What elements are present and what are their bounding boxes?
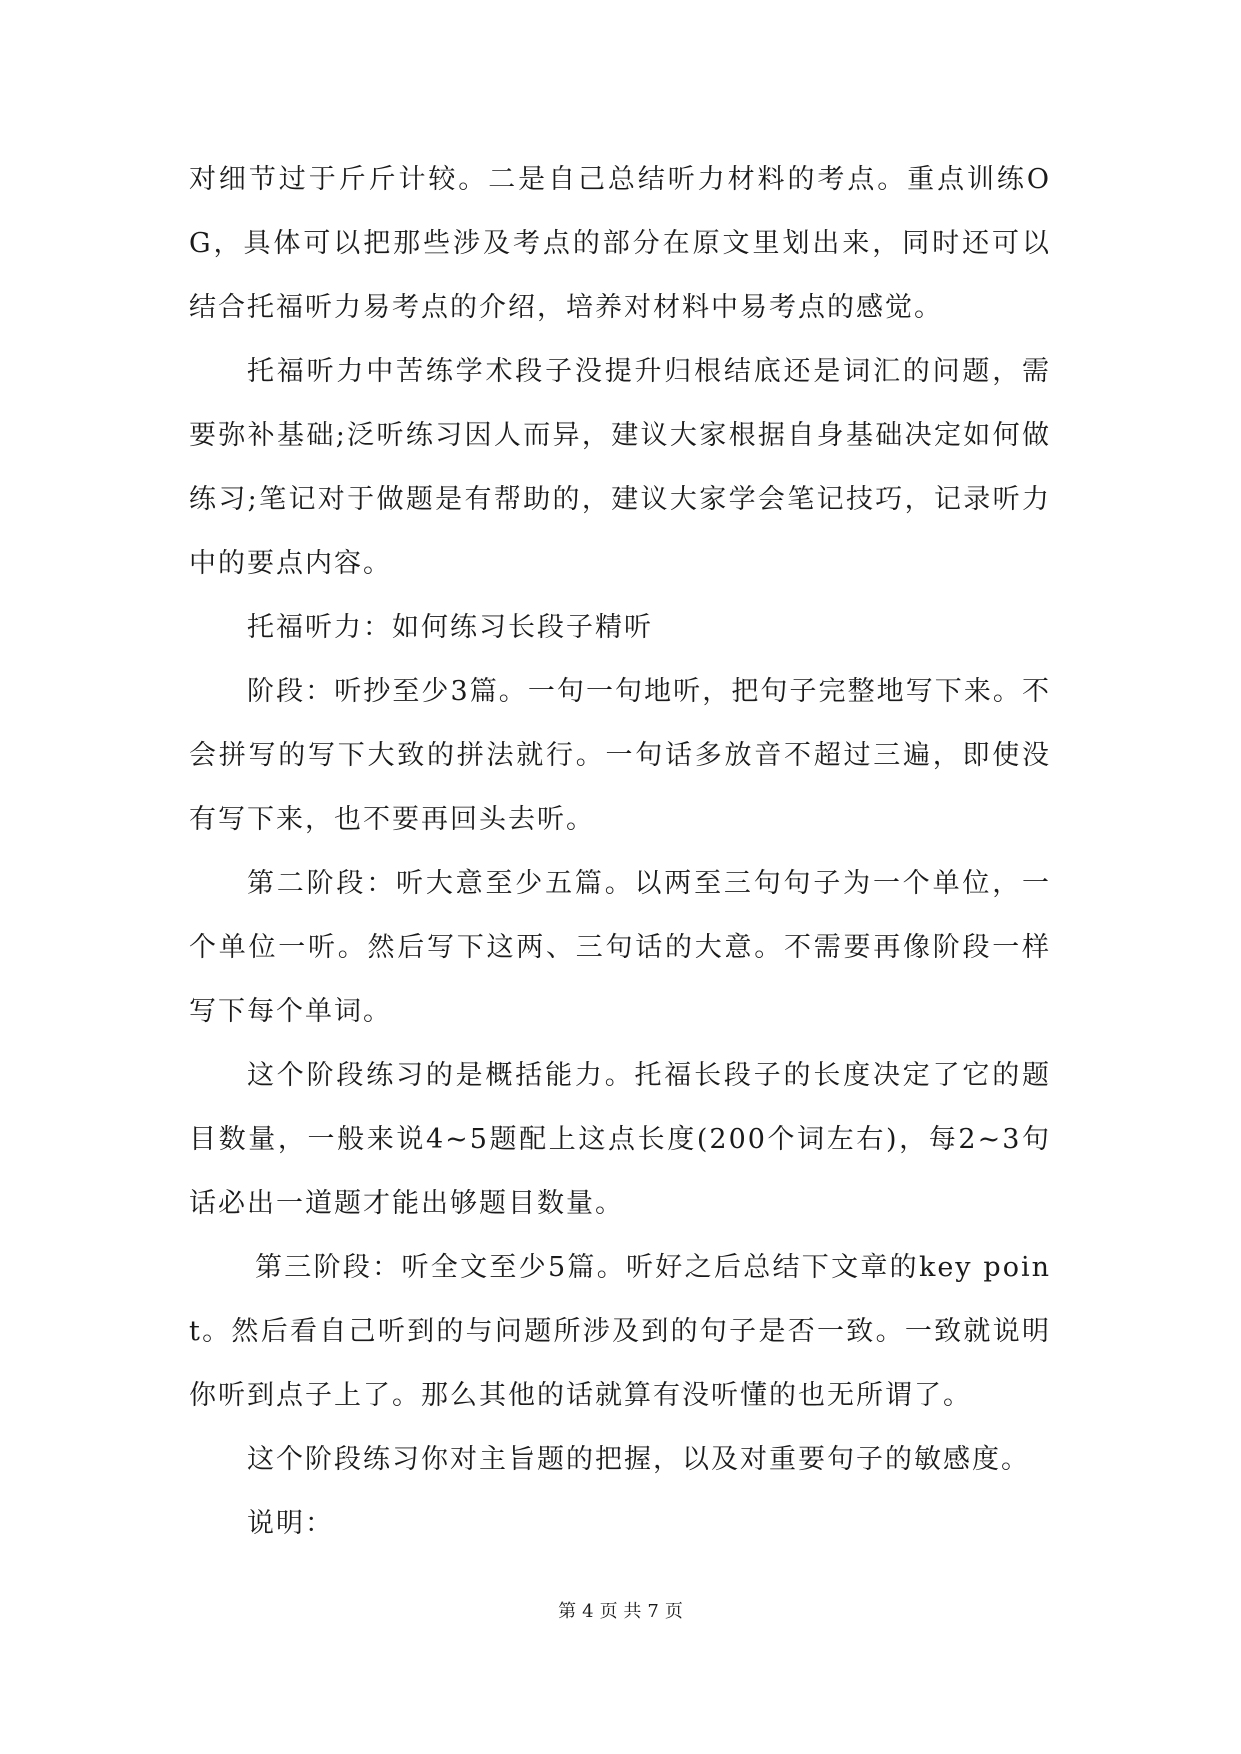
footer-prefix: 第 (558, 1601, 577, 1622)
page-footer (0, 1600, 1241, 1624)
footer-total-pages: 7 (647, 1601, 659, 1622)
paragraph-summary-ability: 这个阶段练习的是概括能力。托福长段子的长度决定了它的题目数量，一般来说4~5题配上这点长度(200个词左右)，每2~3句话必出一道题才能出够题目数量。 (189, 1060, 1051, 1219)
footer-suffix: 页 (664, 1601, 683, 1622)
paragraph-stage-two: 第二阶段：听大意至少五篇。以两至三句句子为一个单位，一个单位一听。然后写下这两、三句话的大意。不需要再像阶段一样写下每个单词。 (189, 868, 1051, 1027)
section-heading: 托福听力：如何练习长段子精听 (247, 612, 653, 643)
paragraph-continuation: 对细节过于斤斤计较。二是自己总结听力材料的考点。重点训练OG，具体可以把那些涉及考点的部分在原文里划出来，同时还可以结合托福听力易考点的介绍，培养对材料中易考点的感觉。 (189, 164, 1051, 323)
document-body (189, 148, 1051, 1556)
paragraph-main-idea: 这个阶段练习你对主旨题的把握，以及对重要句子的敏感度。 (247, 1444, 1030, 1475)
paragraph-note-label: 说明： (247, 1508, 334, 1539)
footer-middle: 页 共 (599, 1601, 642, 1622)
paragraph-vocabulary-advice: 托福听力中苦练学术段子没提升归根结底还是词汇的问题，需要弥补基础;泛听练习因人而异，建议大家根据自身基础决定如何做练习;笔记对于做题是有帮助的，建议大家学会笔记技巧，记录听力中的要点内容。 (189, 356, 1051, 579)
footer-page-number: 4 (582, 1601, 594, 1622)
paragraph-stage-one: 阶段：听抄至少3篇。一句一句地听，把句子完整地写下来。不会拼写的写下大致的拼法就行。一句话多放音不超过三遍，即使没有写下来，也不要再回头去听。 (189, 676, 1051, 835)
paragraph-stage-three: 第三阶段：听全文至少5篇。听好之后总结下文章的key point。然后看自己听到的与问题所涉及到的句子是否一致。一致就说明你听到点子上了。那么其他的话就算有没听懂的也无所谓了。 (189, 1252, 1051, 1411)
